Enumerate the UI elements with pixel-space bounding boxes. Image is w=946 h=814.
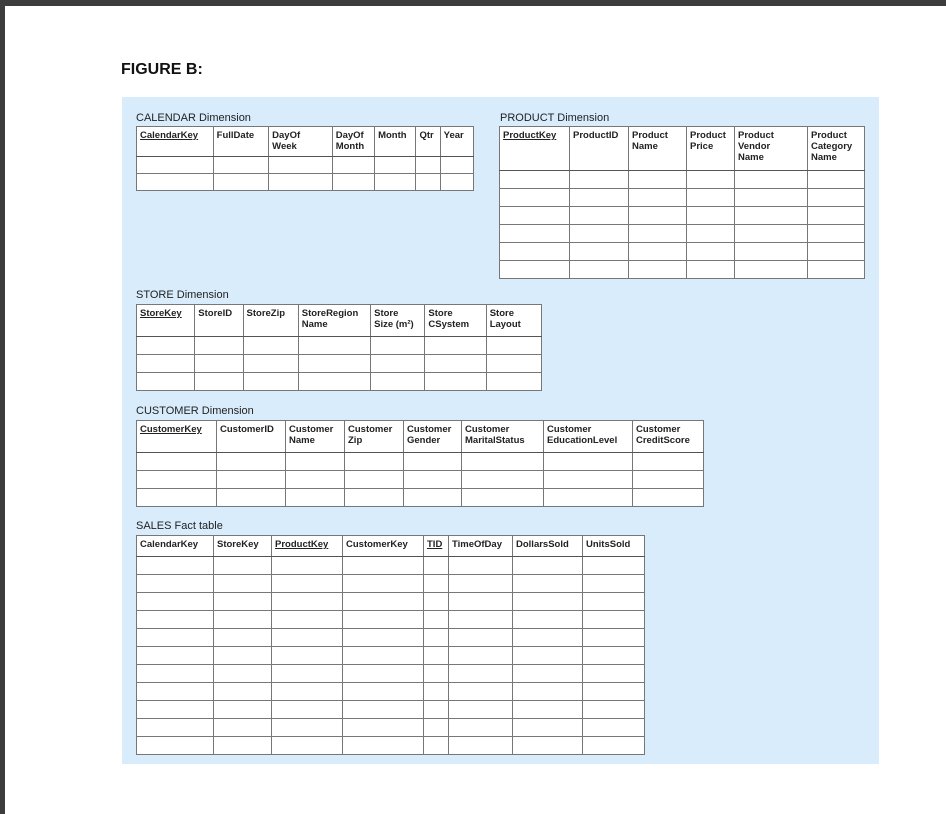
calendar-column-label: FullDate [216,130,255,141]
table-cell [137,373,195,391]
table-cell [137,701,214,719]
table-cell [343,647,424,665]
table-cell [449,557,513,575]
table-cell [404,489,462,507]
table-cell [570,171,629,189]
sales-column-label: CustomerKey [346,539,408,550]
store-column-header [298,305,370,337]
table-cell [583,719,645,737]
table-cell [687,171,735,189]
sales-column-header [424,536,449,557]
table-cell [404,453,462,471]
store-column-label: Store Size (m²) [374,308,414,330]
table-cell [687,243,735,261]
table-cell [404,471,462,489]
table-cell [137,737,214,755]
calendar-column-header [375,127,416,157]
table-row [137,737,645,755]
store-column-label: StoreID [198,308,233,319]
table-cell [808,171,865,189]
table-cell [629,225,687,243]
customer-column-label: CustomerID [220,424,274,435]
table-cell [462,453,544,471]
calendar-column-label: DayOf Week [272,130,301,152]
table-cell [343,611,424,629]
window-top-border [0,0,946,6]
table-row [500,261,865,279]
calendar-dimension-title: CALENDAR Dimension [136,112,251,124]
table-cell [343,719,424,737]
table-cell [583,665,645,683]
table-cell [343,665,424,683]
table-cell [195,373,243,391]
table-cell [500,189,570,207]
table-cell [583,575,645,593]
table-cell [425,373,486,391]
table-cell [633,489,704,507]
table-cell [449,611,513,629]
table-cell [371,337,425,355]
table-cell [137,593,214,611]
table-cell [462,489,544,507]
table-cell [137,629,214,647]
sales-fact-table [136,535,645,755]
customer-column-header [544,421,633,453]
table-cell [500,243,570,261]
table-cell [687,261,735,279]
table-cell [424,575,449,593]
calendar-column-header [440,127,473,157]
table-cell [137,174,214,191]
table-cell [449,575,513,593]
table-cell [425,337,486,355]
table-cell [500,261,570,279]
sales-column-label: CalendarKey [140,539,199,550]
calendar-column-label: Qtr [419,130,434,141]
table-cell [343,683,424,701]
store-column-label: Store Layout [489,308,521,330]
table-cell [583,557,645,575]
store-column-label: StoreKey [140,308,182,319]
table-cell [449,683,513,701]
table-cell [371,373,425,391]
customer-column-label: Customer MaritalStatus [465,424,525,446]
table-cell [213,157,268,174]
table-row [137,557,645,575]
table-row [137,157,474,174]
table-row [137,373,542,391]
table-cell [687,189,735,207]
table-cell [243,373,298,391]
store-column-label: Store CSystem [428,308,470,330]
table-row [137,489,704,507]
table-cell [808,225,865,243]
table-cell [570,225,629,243]
product-column-header [735,127,808,171]
table-cell [375,174,416,191]
table-cell [583,737,645,755]
sales-column-label: DollarsSold [516,539,569,550]
sales-column-header [214,536,272,557]
table-cell [633,453,704,471]
table-cell [513,719,583,737]
table-cell [269,157,333,174]
table-row [137,337,542,355]
table-row [137,174,474,191]
calendar-column-label: DayOf Month [335,130,365,152]
table-cell [513,647,583,665]
table-cell [272,665,343,683]
table-cell [513,593,583,611]
table-cell [424,719,449,737]
sales-column-header [583,536,645,557]
table-cell [137,575,214,593]
table-cell [440,157,473,174]
table-cell [343,737,424,755]
table-row [137,683,645,701]
table-cell [424,557,449,575]
table-cell [214,629,272,647]
table-cell [298,355,370,373]
table-row [137,355,542,373]
table-cell [424,701,449,719]
table-cell [629,243,687,261]
table-cell [735,171,808,189]
table-row [500,207,865,225]
table-cell [687,207,735,225]
table-cell [500,225,570,243]
product-column-header [687,127,735,171]
table-cell [583,611,645,629]
table-cell [343,701,424,719]
table-cell [272,557,343,575]
customer-column-label: Customer Zip [348,424,393,446]
table-cell [214,557,272,575]
table-cell [343,557,424,575]
customer-column-header [137,421,217,453]
table-cell [687,225,735,243]
table-cell [440,174,473,191]
table-cell [449,737,513,755]
table-cell [633,471,704,489]
table-cell [137,489,217,507]
sales-column-label: TID [427,539,443,550]
product-column-label: ProductKey [503,130,557,141]
store-column-header [486,305,541,337]
product-column-header [500,127,570,171]
table-cell [137,557,214,575]
table-cell [486,355,541,373]
customer-dimension-title: CUSTOMER Dimension [136,405,254,417]
table-cell [345,471,404,489]
customer-column-header [404,421,462,453]
table-cell [544,489,633,507]
table-cell [343,593,424,611]
table-cell [513,575,583,593]
table-cell [272,683,343,701]
table-cell [298,337,370,355]
table-cell [583,701,645,719]
table-cell [570,207,629,225]
sales-column-header [449,536,513,557]
product-column-label: Product Vendor Name [738,130,774,163]
table-cell [214,611,272,629]
table-cell [544,453,633,471]
table-row [137,611,645,629]
calendar-dimension-table [136,126,474,191]
store-header-row [137,305,542,337]
calendar-header-row [137,127,474,157]
table-cell [449,719,513,737]
table-cell [583,683,645,701]
calendar-column-label: Year [443,130,464,141]
table-cell [286,489,345,507]
table-row [137,471,704,489]
table-row [500,243,865,261]
product-column-label: Product Category Name [811,130,853,163]
store-column-header [195,305,243,337]
customer-column-label: Customer Name [289,424,334,446]
calendar-column-header [332,127,374,157]
table-cell [449,665,513,683]
table-cell [137,683,214,701]
table-cell [513,557,583,575]
table-cell [513,737,583,755]
table-cell [629,261,687,279]
table-cell [272,593,343,611]
figure-title: FIGURE B: [121,61,203,78]
sales-column-label: TimeOfDay [452,539,502,550]
table-cell [332,157,374,174]
table-row [137,453,704,471]
table-cell [462,471,544,489]
table-row [137,701,645,719]
sales-column-header [272,536,343,557]
table-cell [137,355,195,373]
table-cell [808,207,865,225]
sales-column-header [343,536,424,557]
table-cell [735,261,808,279]
table-cell [500,207,570,225]
product-dimension-title: PRODUCT Dimension [500,112,610,124]
table-cell [629,207,687,225]
product-column-header [629,127,687,171]
table-cell [808,243,865,261]
customer-column-label: Customer CreditScore [636,424,690,446]
table-row [137,719,645,737]
table-cell [449,701,513,719]
table-cell [137,647,214,665]
table-cell [449,629,513,647]
table-row [137,575,645,593]
table-cell [286,471,345,489]
sales-fact-title: SALES Fact table [136,520,223,532]
table-cell [583,593,645,611]
customer-dimension-table [136,420,704,507]
product-column-label: Product Name [632,130,668,152]
table-cell [425,355,486,373]
table-cell [513,611,583,629]
table-cell [298,373,370,391]
table-cell [243,337,298,355]
table-cell [214,665,272,683]
table-cell [137,665,214,683]
customer-column-header [633,421,704,453]
table-cell [137,471,217,489]
product-column-label: ProductID [573,130,619,141]
product-dimension-table [499,126,865,279]
sales-column-header [513,536,583,557]
table-cell [416,157,440,174]
store-column-header [137,305,195,337]
table-cell [735,189,808,207]
table-cell [195,355,243,373]
table-cell [272,647,343,665]
table-row [137,629,645,647]
calendar-column-label: Month [378,130,407,141]
table-cell [629,171,687,189]
table-cell [332,174,374,191]
customer-header-row [137,421,704,453]
table-cell [214,701,272,719]
table-cell [513,665,583,683]
table-cell [808,189,865,207]
calendar-column-header [269,127,333,157]
sales-column-label: StoreKey [217,539,259,550]
table-row [137,647,645,665]
table-cell [544,471,633,489]
customer-column-header [286,421,345,453]
table-cell [217,489,286,507]
table-cell [583,647,645,665]
table-cell [272,737,343,755]
table-cell [272,575,343,593]
table-cell [343,575,424,593]
table-cell [243,355,298,373]
table-cell [371,355,425,373]
table-row [500,189,865,207]
table-row [500,225,865,243]
customer-column-label: Customer EducationLevel [547,424,618,446]
store-column-label: StoreZip [246,308,286,319]
table-cell [272,629,343,647]
table-cell [217,453,286,471]
sales-column-label: ProductKey [275,539,329,550]
table-cell [272,701,343,719]
table-cell [416,174,440,191]
product-column-header [570,127,629,171]
table-cell [214,593,272,611]
product-column-label: Product Price [690,130,726,152]
table-cell [486,337,541,355]
table-cell [424,629,449,647]
table-cell [513,701,583,719]
table-cell [424,593,449,611]
table-cell [629,189,687,207]
table-cell [214,719,272,737]
sales-column-label: UnitsSold [586,539,631,550]
table-cell [735,225,808,243]
table-cell [424,737,449,755]
table-cell [269,174,333,191]
table-cell [343,629,424,647]
table-cell [345,489,404,507]
table-cell [213,174,268,191]
customer-column-label: Customer Gender [407,424,452,446]
table-cell [424,611,449,629]
table-cell [345,453,404,471]
calendar-column-header [137,127,214,157]
product-column-header [808,127,865,171]
sales-column-header [137,536,214,557]
calendar-column-header [213,127,268,157]
table-cell [570,189,629,207]
table-row [137,593,645,611]
table-cell [272,611,343,629]
table-cell [137,337,195,355]
table-cell [137,157,214,174]
calendar-column-label: CalendarKey [140,130,199,141]
table-cell [808,261,865,279]
table-cell [214,575,272,593]
table-cell [513,683,583,701]
table-cell [217,471,286,489]
table-cell [375,157,416,174]
store-dimension-title: STORE Dimension [136,289,229,301]
table-cell [500,171,570,189]
table-row [137,665,645,683]
table-cell [570,243,629,261]
table-cell [137,453,217,471]
table-cell [583,629,645,647]
table-cell [449,647,513,665]
store-column-label: StoreRegion Name [301,308,359,330]
product-header-row [500,127,865,171]
store-column-header [425,305,486,337]
table-cell [137,719,214,737]
table-cell [424,665,449,683]
customer-column-label: CustomerKey [140,424,202,435]
table-cell [214,683,272,701]
store-column-header [243,305,298,337]
table-cell [735,243,808,261]
table-cell [214,737,272,755]
table-cell [449,593,513,611]
window-left-border [0,0,5,814]
table-cell [195,337,243,355]
table-cell [735,207,808,225]
table-cell [214,647,272,665]
table-cell [513,629,583,647]
table-cell [137,611,214,629]
customer-column-header [462,421,544,453]
sales-header-row [137,536,645,557]
store-column-header [371,305,425,337]
customer-column-header [217,421,286,453]
table-row [500,171,865,189]
table-cell [486,373,541,391]
table-cell [424,683,449,701]
table-cell [570,261,629,279]
calendar-column-header [416,127,440,157]
table-cell [286,453,345,471]
store-dimension-table [136,304,542,391]
customer-column-header [345,421,404,453]
table-cell [424,647,449,665]
table-cell [272,719,343,737]
